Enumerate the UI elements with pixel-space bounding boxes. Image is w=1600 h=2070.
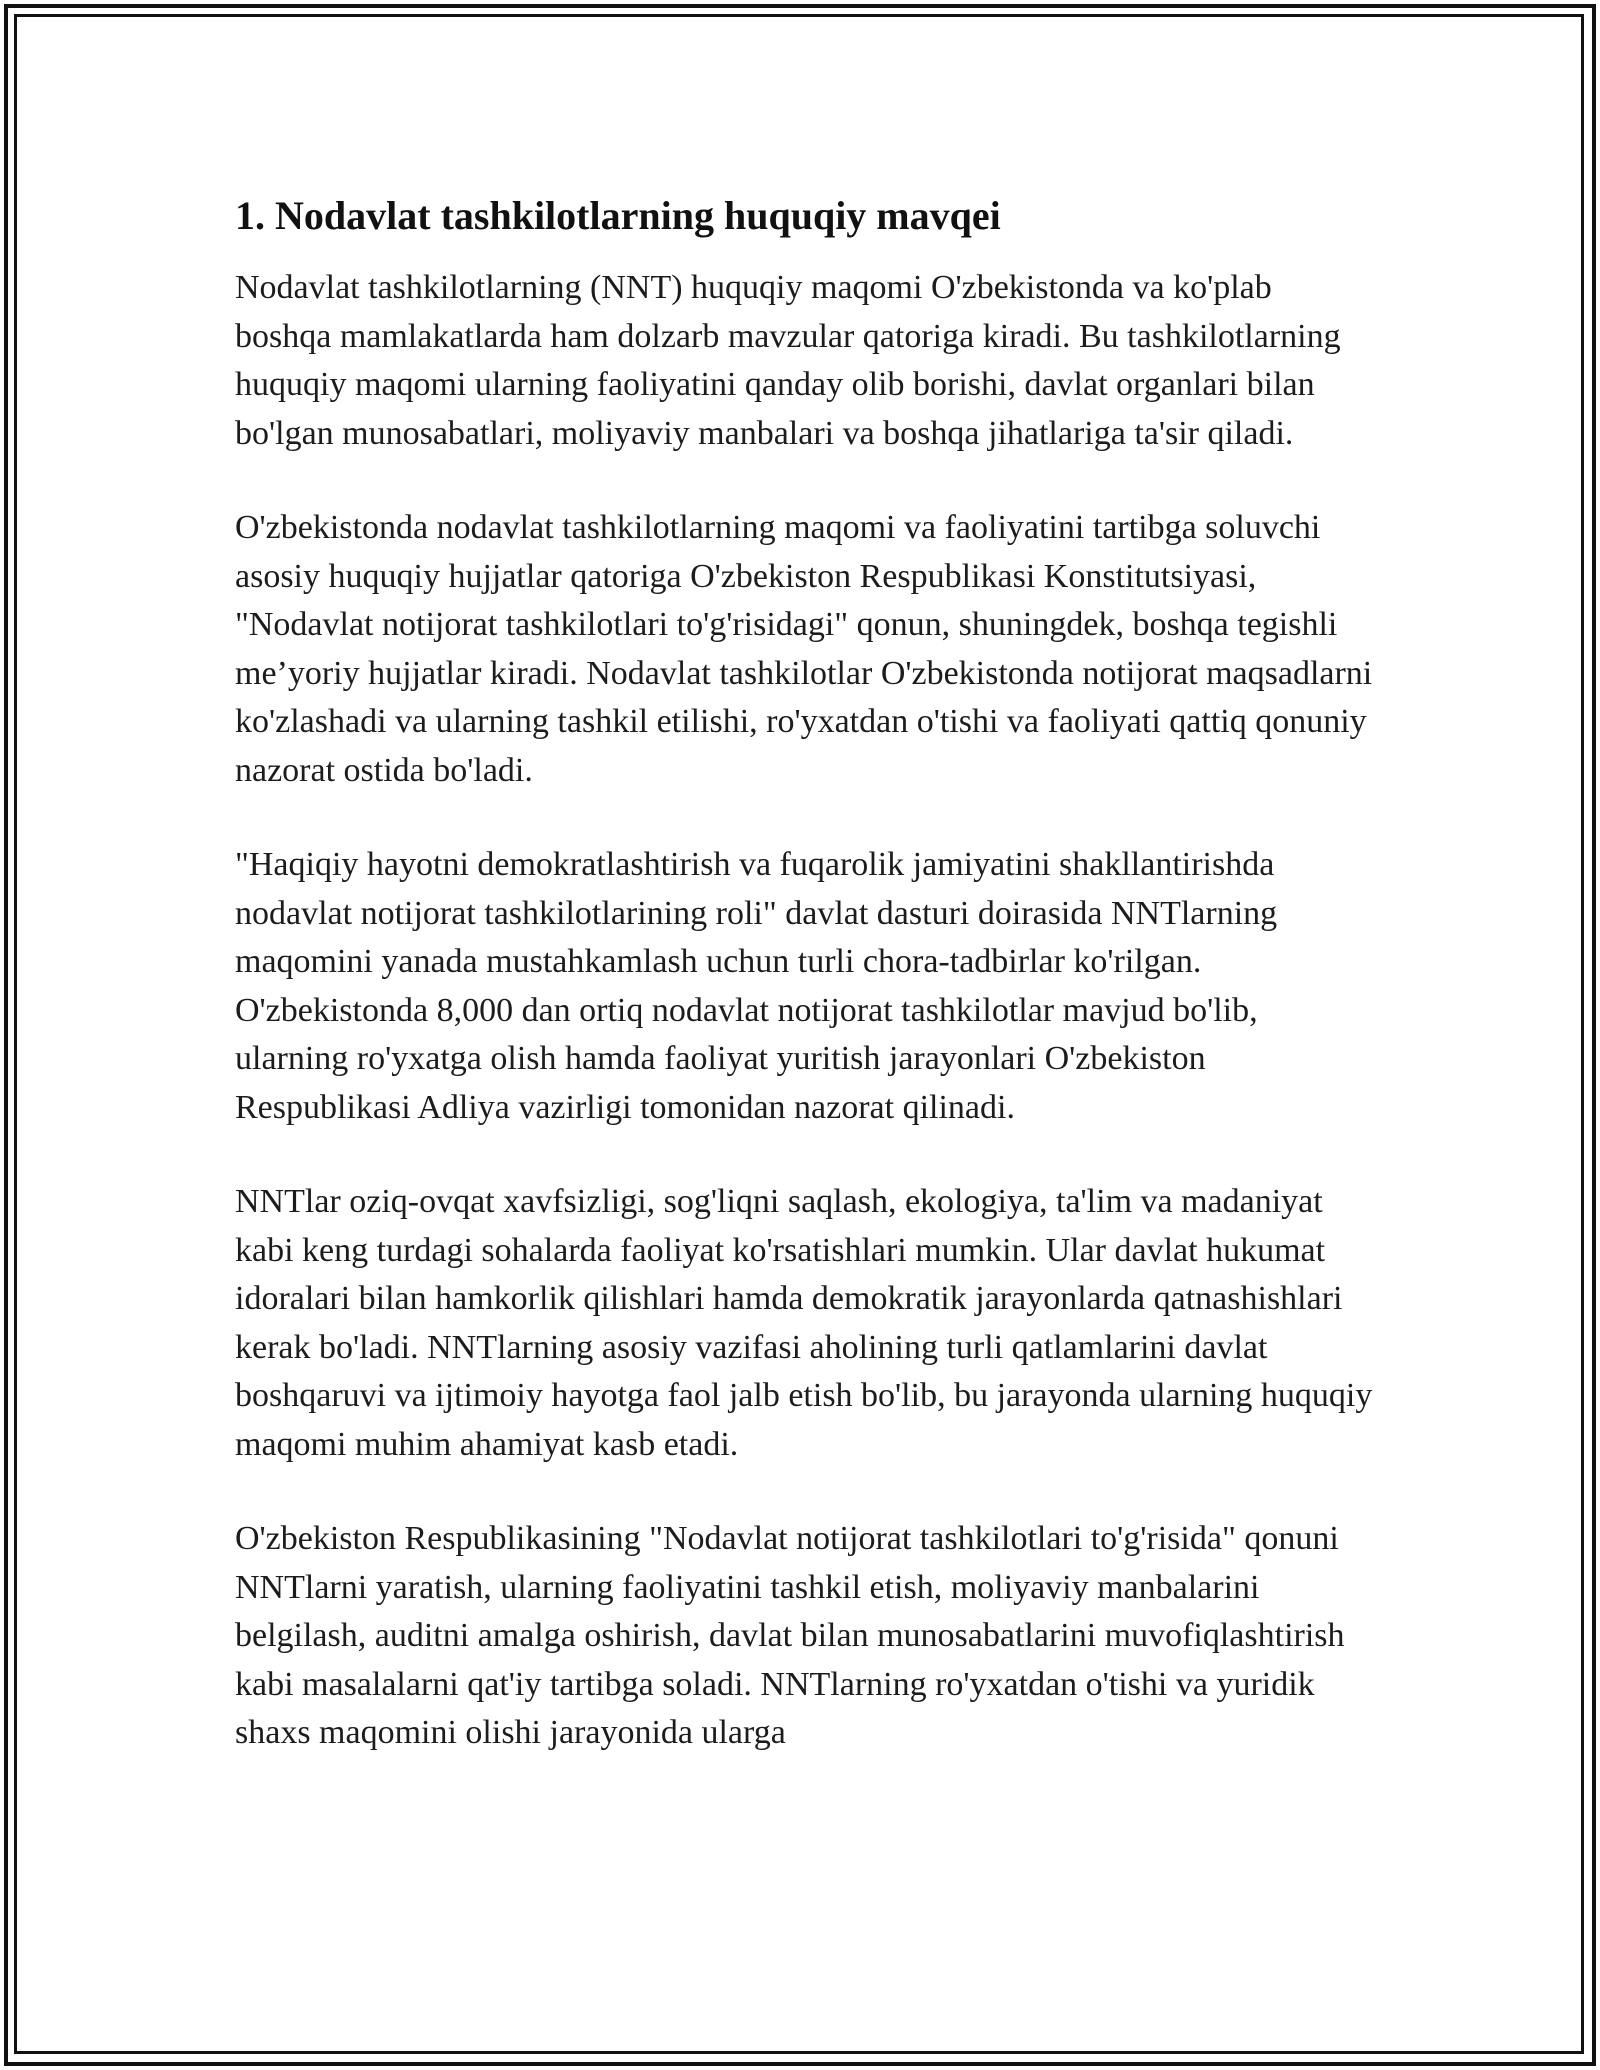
paragraph-1: Nodavlat tashkilotlarning (NNT) huquqiy maqomi O'zbekistonda va ko'plab boshqa mamlakatlarda ham dolzarb mavzular qatoriga kiradi. Bu tashkilotlarning huquqiy maqomi ularning faoliyatini qanday olib borishi, davlat organlari bilan bo'lgan munosabatlari, moliyaviy manbalari va boshqa jihatlariga ta'sir qiladi. xyxy=(235,269,1341,452)
paragraph-2: O'zbekistonda nodavlat tashkilotlarning maqomi va faoliyatini tartibga soluvchi asosiy huquqiy hujjatlar qatoriga O'zbekiston Respublikasi Konstitutsiyasi, "Nodavlat notijorat tashkilotlari to'g'risidagi" qonun, shuningdek, boshqa tegishli me’yoriy hujjatlar kiradi. Nodavlat tashkilotlar O'zbekistonda notijorat maqsadlarni ko'zlashadi va ularning tashkil etilishi, ro'yxatdan o'tishi va faoliyati qattiq qonuniy nazorat ostida bo'ladi. xyxy=(235,509,1373,789)
document-body xyxy=(235,188,1375,1804)
paragraph-5: O'zbekiston Respublikasining "Nodavlat notijorat tashkilotlari to'g'risida" qonuni NNTlarni yaratish, ularning faoliyatini tashkil etish, moliyaviy manbalarini belgilash, auditni amalga oshirish, davlat bilan munosabatlarini muvofiqlashtirish kabi masalalarni qat'iy tartibga soladi. NNTlarning ro'yxatdan o'tishi va yuridik shaxs maqomini olishi jarayonida ularga xyxy=(235,1520,1345,1751)
section-heading: 1. Nodavlat tashkilotlarning huquqiy mavqei xyxy=(235,193,1001,238)
paragraph-3: "Haqiqiy hayotni demokratlashtirish va fuqarolik jamiyatini shakllantirishda nodavlat notijorat tashkilotlarining roli" davlat dasturi doirasida NNTlarning maqomini yanada mustahkamlash uchun turli chora-tadbirlar ko'rilgan. O'zbekistonda 8,000 dan ortiq nodavlat notijorat tashkilotlar mavjud bo'lib, ularning ro'yxatga olish hamda faoliyat yuritish jarayonlari O'zbekiston Respublikasi Adliya vazirligi tomonidan nazorat qilinadi. xyxy=(235,846,1278,1126)
paragraph-4: NNTlar oziq-ovqat xavfsizligi, sog'liqni saqlash, ekologiya, ta'lim va madaniyat kabi keng turdagi sohalarda faoliyat ko'rsatishlari mumkin. Ular davlat hukumat idoralari bilan hamkorlik qilishlari hamda demokratik jarayonlarda qatnashishlari kerak bo'ladi. NNTlarning asosiy vazifasi aholining turli qatlamlarini davlat boshqaruvi va ijtimoiy hayotga faol jalb etish bo'lib, bu jarayonda ularning huquqiy maqomi muhim ahamiyat kasb etadi. xyxy=(235,1183,1373,1463)
